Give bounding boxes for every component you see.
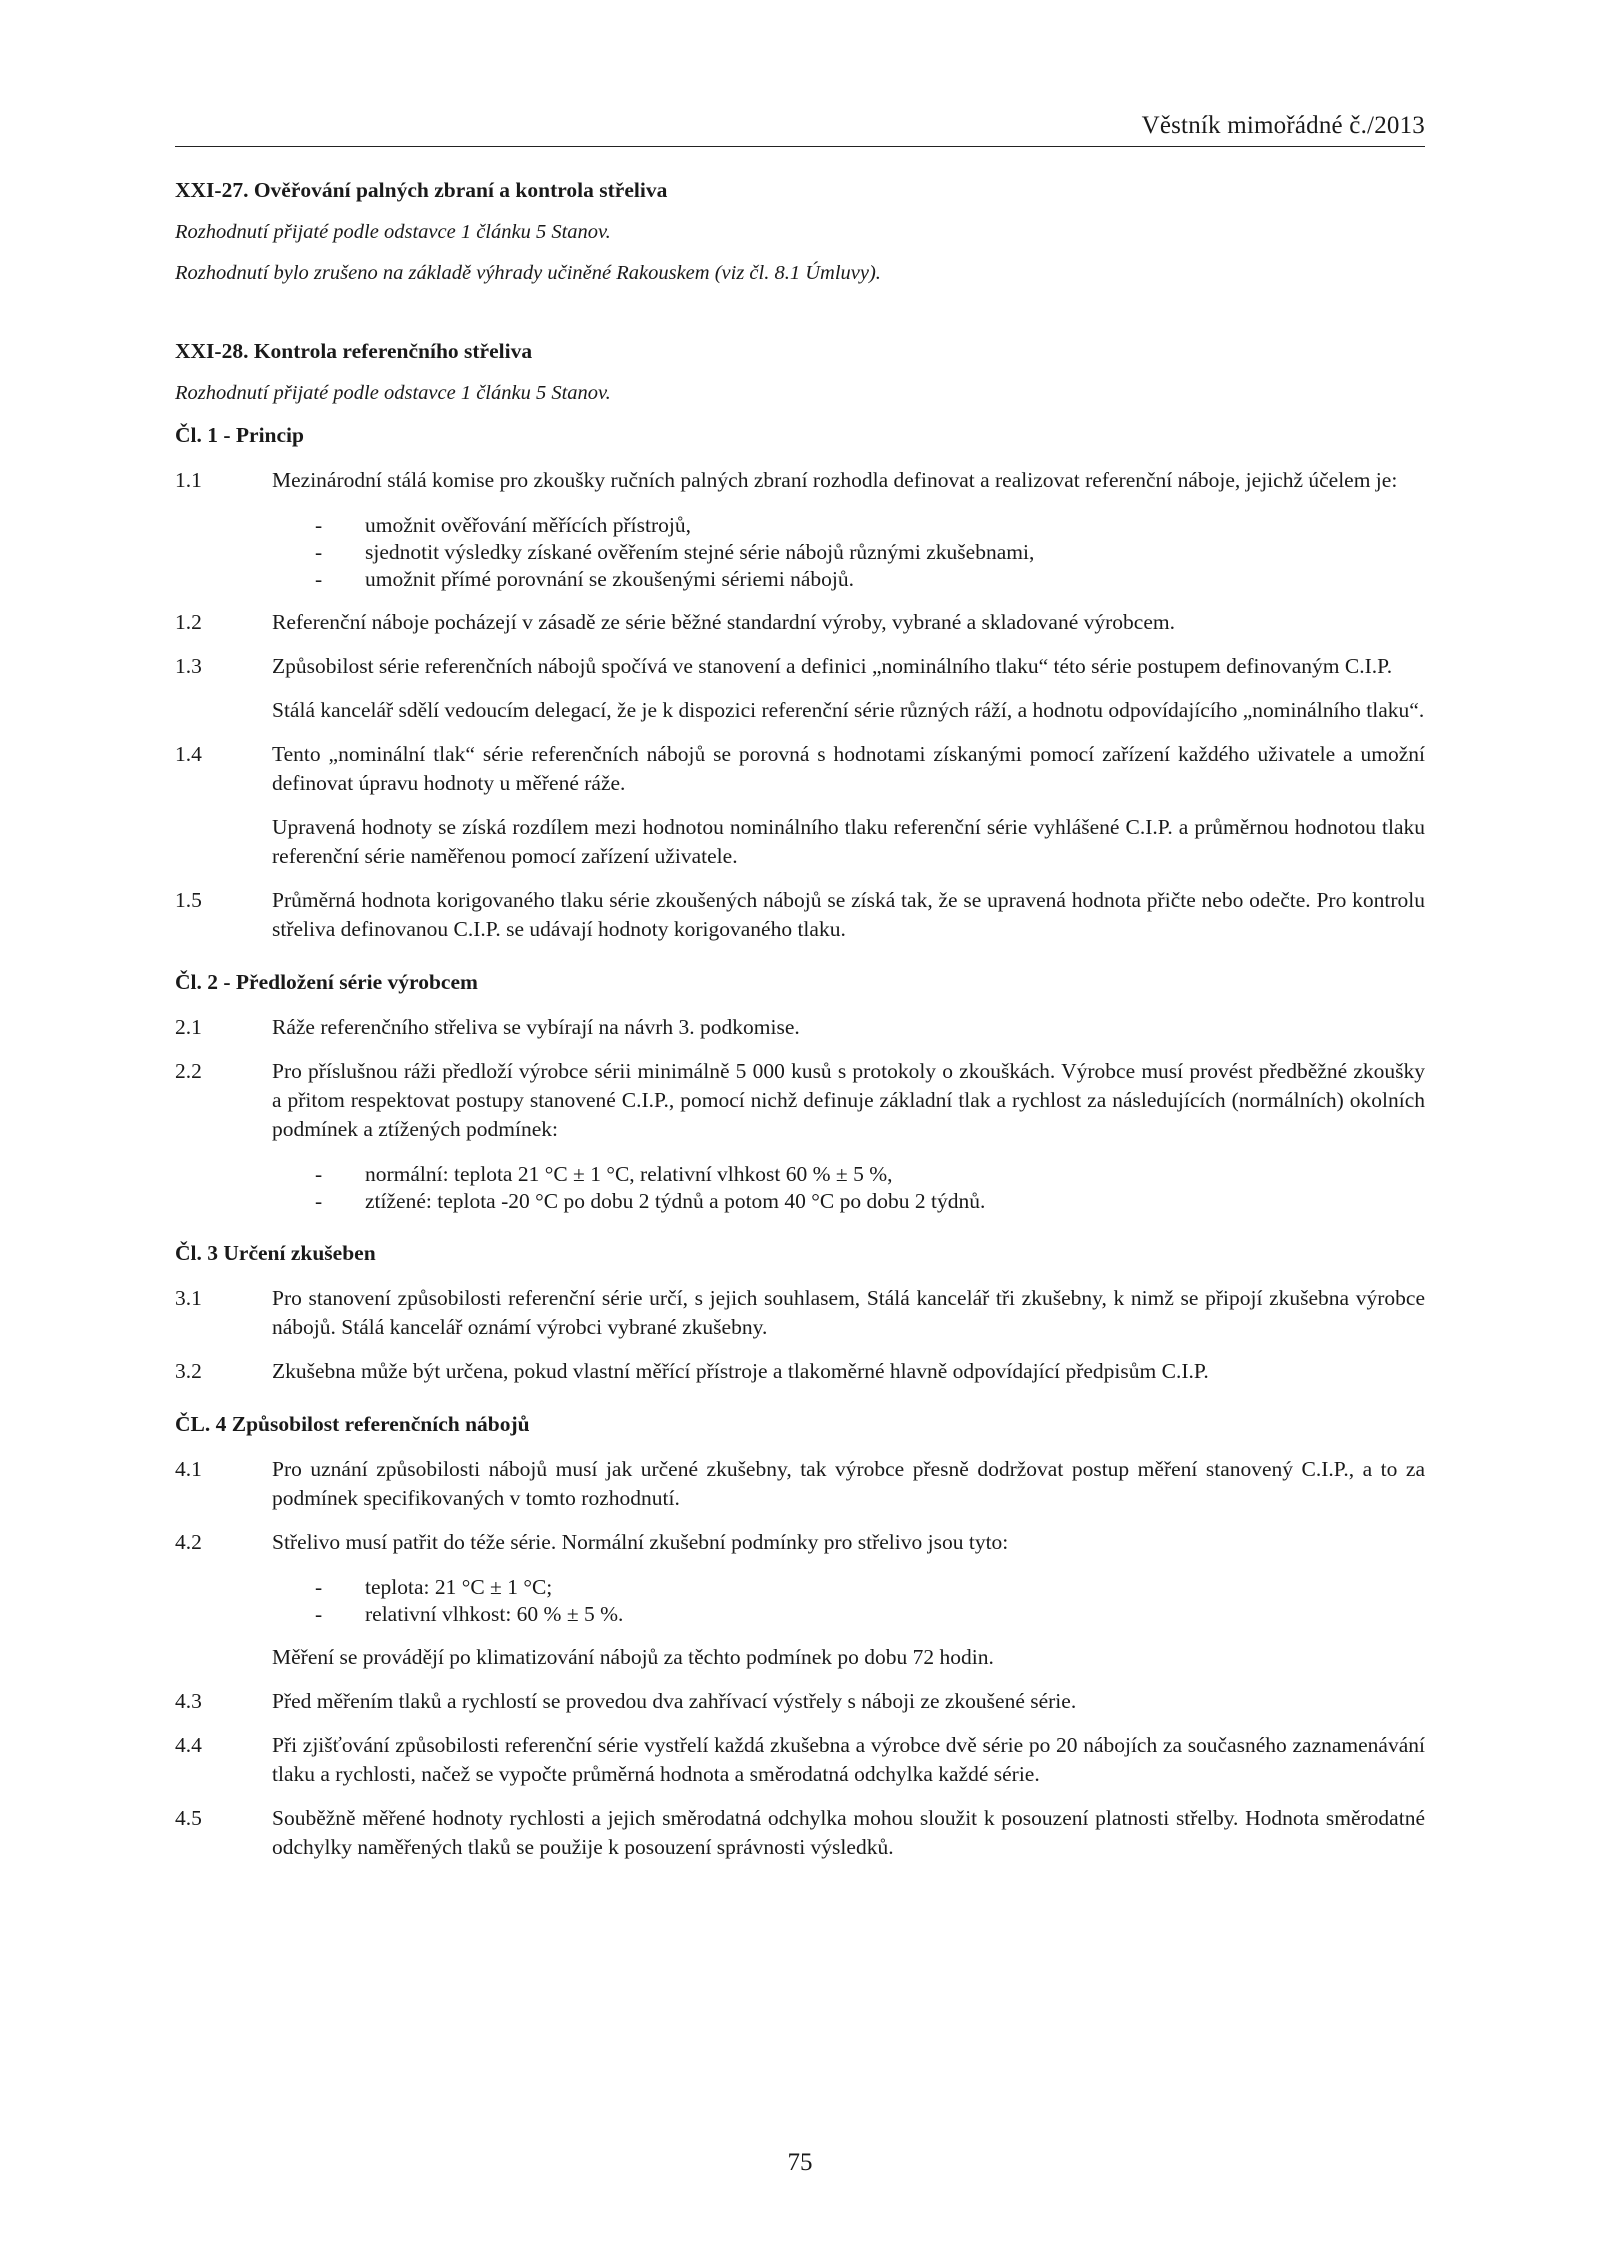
- list-item: - umožnit přímé porovnání se zkoušenými sériemi nábojů.: [315, 567, 855, 591]
- paragraph-1-2: [175, 608, 1425, 637]
- paragraph-number: 1.3: [175, 654, 202, 678]
- paragraph-number: 4.4: [175, 1733, 202, 1757]
- paragraph-number: 1.2: [175, 610, 202, 634]
- paragraph-4-1: [175, 1455, 1425, 1513]
- paragraph-number: 3.2: [175, 1359, 202, 1383]
- paragraph-text: Při zjišťování způsobilosti referenční série vystřelí každá zkušebna a výrobce dvě série po 20 nábojích za současného zaznamenávání tlaku a rychlosti, načež se vypočte průměrná hodnota a směrodatná odchylka každé série.: [272, 1733, 1425, 1786]
- paragraph-continuation: Stálá kancelář sdělí vedoucím delegací, že je k dispozici referenční série různých ráží, a hodnotu odpovídajícího „nominálního tlaku“.: [272, 698, 1425, 722]
- bullet-list: [315, 512, 1425, 593]
- paragraph-3-1: [175, 1284, 1425, 1342]
- paragraph-text: Způsobilost série referenčních nábojů spočívá ve stanovení a definici „nominálního tlaku“ této série postupem definovaným C.I.P.: [272, 654, 1393, 678]
- paragraph-1-1: [175, 466, 1425, 495]
- list-item: - ztížené: teplota -20 °C po dobu 2 týdnů a potom 40 °C po dobu 2 týdnů.: [315, 1189, 986, 1213]
- paragraph-number: 1.5: [175, 888, 202, 912]
- list-item: - teplota: 21 °C ± 1 °C;: [315, 1575, 553, 1599]
- paragraph-4-2: [175, 1528, 1425, 1557]
- section-heading-xxi-28: XXI-28. Kontrola referenčního střeliva: [175, 339, 533, 363]
- paragraph-number: 1.1: [175, 468, 202, 492]
- paragraph-number: 4.2: [175, 1530, 202, 1554]
- paragraph-4-5: [175, 1804, 1425, 1862]
- page-header: [175, 110, 1425, 147]
- list-item: - umožnit ověřování měřících přístrojů,: [315, 513, 691, 537]
- page-content: [175, 178, 1425, 1862]
- paragraph-text: Mezinárodní stálá komise pro zkoušky ručních palných zbraní rozhodla definovat a realizovat referenční náboje, jejichž účelem je:: [272, 468, 1398, 492]
- paragraph-number: 4.1: [175, 1457, 202, 1481]
- paragraph-2-2: [175, 1057, 1425, 1144]
- paragraph-4-3: [175, 1687, 1425, 1716]
- article-title: ČL. 4 Způsobilost referenčních nábojů: [175, 1412, 530, 1436]
- paragraph-text: Ráže referenčního střeliva se vybírají na návrh 3. podkomise.: [272, 1015, 800, 1039]
- paragraph-text: Zkušebna může být určena, pokud vlastní měřící přístroje a tlakoměrné hlavně odpovídající předpisům C.I.P.: [272, 1359, 1209, 1383]
- page-number: 75: [787, 2149, 813, 2176]
- paragraph-text: Před měřením tlaků a rychlostí se provedou dva zahřívací výstřely s náboji ze zkoušené série.: [272, 1689, 1077, 1713]
- paragraph-number: 1.4: [175, 742, 202, 766]
- paragraph-text: Referenční náboje pocházejí v zásadě ze série běžné standardní výroby, vybrané a skladované výrobcem.: [272, 610, 1175, 634]
- paragraph-3-2: [175, 1357, 1425, 1386]
- section-note: Rozhodnutí bylo zrušeno na základě výhrady učiněné Rakouskem (viz čl. 8.1 Úmluvy).: [175, 262, 881, 284]
- paragraph-continuation: Upravená hodnoty se získá rozdílem mezi hodnotou nominálního tlaku referenční série vyhlášené C.I.P. a průměrnou hodnotou tlaku referenční série naměřenou pomocí zařízení uživatele.: [272, 815, 1425, 868]
- paragraph-text: Střelivo musí patřit do téže série. Normální zkušební podmínky pro střelivo jsou tyto:: [272, 1530, 1009, 1554]
- header-title: Věstník mimořádné č./2013: [1141, 112, 1425, 139]
- paragraph-text: Pro stanovení způsobilosti referenční série určí, s jejich souhlasem, Stálá kancelář tři zkušebny, k nimž se připojí zkušebna výrobce nábojů. Stálá kancelář oznámí výrobci vybrané zkušebny.: [272, 1286, 1425, 1339]
- section-note: Rozhodnutí přijaté podle odstavce 1 článku 5 Stanov.: [175, 221, 611, 243]
- paragraph-number: 4.5: [175, 1806, 202, 1830]
- paragraph-text: Pro příslušnou ráži předloží výrobce sérii minimálně 5 000 kusů s protokoly o zkouškách. Výrobce musí provést předběžné zkoušky a přitom respektovat postupy stanovené C.I.P., pomocí nichž definuje základní tlak a rychlost za následujících (normálních) okolních podmínek a ztížených podmínek:: [272, 1059, 1425, 1141]
- paragraph-text: Souběžně měřené hodnoty rychlosti a jejich směrodatná odchylka mohou sloužit k posouzení platnosti střelby. Hodnota směrodatné odchylky naměřených tlaků se použije k posouzení správnosti výsledků.: [272, 1806, 1425, 1859]
- article-title: Čl. 1 - Princip: [175, 423, 304, 447]
- paragraph-text: Tento „nominální tlak“ série referenčních nábojů se porovná s hodnotami získanými pomocí zařízení každého uživatele a umožní definovat úpravu hodnoty u měřené ráže.: [272, 742, 1425, 795]
- paragraph-text: Pro uznání způsobilosti nábojů musí jak určené zkušebny, tak výrobce přesně dodržovat postup měření stanovený C.I.P., a to za podmínek specifikovaných v tomto rozhodnutí.: [272, 1457, 1425, 1510]
- paragraph-1-5: [175, 886, 1425, 944]
- paragraph-number: 4.3: [175, 1689, 202, 1713]
- list-item: - normální: teplota 21 °C ± 1 °C, relativní vlhkost 60 % ± 5 %,: [315, 1162, 893, 1186]
- article-title: Čl. 2 - Předložení série výrobcem: [175, 970, 478, 994]
- paragraph-text: Průměrná hodnota korigovaného tlaku série zkoušených nábojů se získá tak, že se upravená hodnota přičte nebo odečte. Pro kontrolu střeliva definovanou C.I.P. se udávají hodnoty korigovaného tlaku.: [272, 888, 1425, 941]
- article-title: Čl. 3 Určení zkušeben: [175, 1241, 376, 1265]
- paragraph-2-1: [175, 1013, 1425, 1042]
- paragraph-1-4: [175, 740, 1425, 798]
- paragraph-number: 2.1: [175, 1015, 202, 1039]
- section-heading-xxi-27: XXI-27. Ověřování palných zbraní a kontrola střeliva: [175, 178, 668, 202]
- bullet-list: [315, 1161, 1425, 1215]
- list-item: - sjednotit výsledky získané ověřením stejné série nábojů různými zkušebnami,: [315, 540, 1035, 564]
- list-item: - relativní vlhkost: 60 % ± 5 %.: [315, 1602, 624, 1626]
- paragraph-number: 2.2: [175, 1059, 202, 1083]
- paragraph-continuation: Měření se provádějí po klimatizování nábojů za těchto podmínek po dobu 72 hodin.: [272, 1645, 994, 1669]
- bullet-list: [315, 1574, 1425, 1628]
- paragraph-number: 3.1: [175, 1286, 202, 1310]
- paragraph-1-3: [175, 652, 1425, 681]
- section-note: Rozhodnutí přijaté podle odstavce 1 článku 5 Stanov.: [175, 382, 611, 404]
- paragraph-4-4: [175, 1731, 1425, 1789]
